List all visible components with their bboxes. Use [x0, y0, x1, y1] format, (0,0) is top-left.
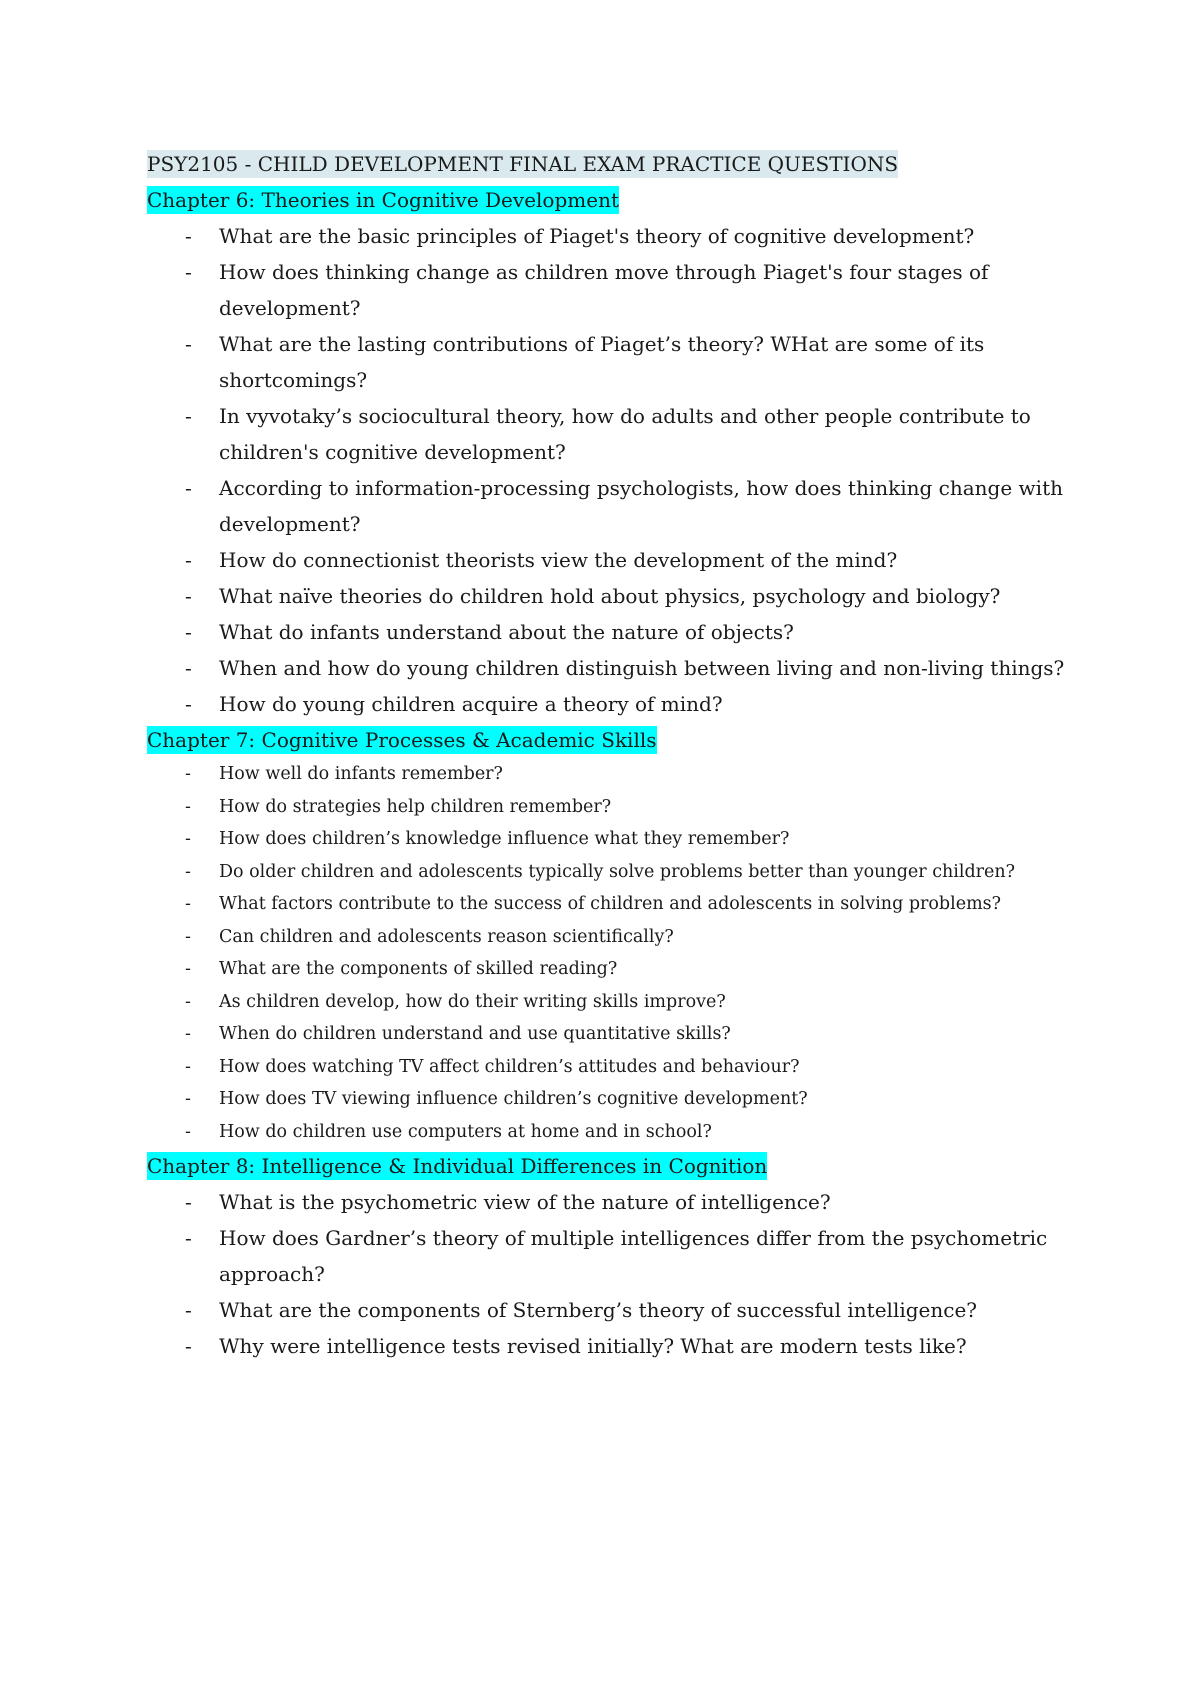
list-dash: - [185, 1298, 192, 1322]
list-dash: - [185, 476, 192, 500]
question-text: What are the components of Sternberg’s theory of successful intelligence? [219, 1298, 978, 1322]
list-item [147, 823, 1087, 856]
question-text: What do infants understand about the nature of objects? [219, 620, 794, 644]
question-text: How does watching TV affect children’s attitudes and behaviour? [219, 1056, 800, 1077]
list-item [147, 398, 1087, 470]
list-item [147, 218, 1087, 254]
list-item [147, 758, 1087, 791]
question-text: How does TV viewing influence children’s cognitive development? [219, 1089, 808, 1109]
question-text: Why were intelligence tests revised initially? What are modern tests like? [219, 1334, 967, 1358]
question-text: What is the psychometric view of the nature of intelligence? [219, 1190, 831, 1214]
list-item [147, 1328, 1087, 1364]
question-text: When and how do young children distinguish between living and non-living things? [219, 656, 1065, 680]
list-dash: - [185, 548, 192, 572]
list-item [147, 614, 1087, 650]
list-item [147, 1116, 1087, 1149]
list-dash: - [185, 764, 191, 784]
list-dash: - [185, 829, 191, 849]
list-item [147, 856, 1087, 889]
list-dash: - [185, 959, 191, 979]
list-item [147, 1018, 1087, 1051]
question-text: How do children use computers at home and in school? [219, 1121, 712, 1142]
question-text: How does children’s knowledge influence what they remember? [219, 829, 790, 849]
list-item [147, 470, 1087, 542]
list-dash: - [185, 584, 192, 608]
list-dash: - [185, 692, 192, 716]
list-dash: - [185, 1089, 191, 1109]
question-text: Can children and adolescents reason scientifically? [219, 926, 674, 947]
list-dash: - [185, 332, 192, 356]
question-text: How does Gardner’s theory of multiple intelligences differ from the psychometric approach? [219, 1226, 1048, 1286]
list-item [147, 791, 1087, 824]
list-dash: - [185, 260, 192, 284]
list-dash: - [185, 1024, 191, 1044]
list-dash: - [185, 224, 192, 248]
list-item [147, 1220, 1087, 1292]
chapter-7-heading [147, 722, 1087, 758]
list-dash: - [185, 861, 191, 882]
list-dash: - [185, 796, 191, 817]
list-dash: - [185, 620, 192, 644]
question-text: In vyvotaky’s sociocultural theory, how do adults and other people contribute to children's cognitive development? [219, 404, 1031, 464]
chapter-8-heading [147, 1148, 1087, 1184]
list-dash: - [185, 1226, 192, 1250]
question-text: How do young children acquire a theory of mind? [219, 692, 723, 716]
chapter-7-heading-text: Chapter 7: Cognitive Processes & Academic Skills [147, 728, 657, 752]
question-text: What are the basic principles of Piaget's theory of cognitive development? [219, 224, 975, 248]
list-dash: - [185, 991, 191, 1012]
list-item [147, 953, 1087, 986]
list-item [147, 1051, 1087, 1084]
question-text: How do connectionist theorists view the development of the mind? [219, 548, 898, 572]
list-item [147, 921, 1087, 954]
question-text: How do strategies help children remember? [219, 796, 612, 817]
list-item [147, 326, 1087, 398]
chapter-7-question-list [147, 758, 1087, 1148]
list-dash: - [185, 404, 192, 428]
list-item [147, 650, 1087, 686]
document-body [147, 146, 1087, 1364]
list-dash: - [185, 656, 192, 680]
question-text: How does thinking change as children move through Piaget's four stages of development? [219, 260, 989, 320]
list-item [147, 1292, 1087, 1328]
list-item [147, 686, 1087, 722]
chapter-8-question-list [147, 1184, 1087, 1364]
question-text: As children develop, how do their writing skills improve? [219, 991, 726, 1012]
question-text: Do older children and adolescents typically solve problems better than younger children? [219, 861, 1016, 882]
list-dash: - [185, 1190, 192, 1214]
chapter-6-heading-text: Chapter 6: Theories in Cognitive Development [147, 188, 619, 212]
list-item [147, 542, 1087, 578]
chapter-6-question-list [147, 218, 1087, 722]
list-item [147, 1184, 1087, 1220]
chapter-6-heading [147, 182, 1087, 218]
document-title [147, 146, 1087, 182]
list-dash: - [185, 1056, 191, 1077]
list-dash: - [185, 1121, 191, 1142]
list-item [147, 1083, 1087, 1116]
question-text: How well do infants remember? [219, 764, 503, 784]
chapter-8-heading-text: Chapter 8: Intelligence & Individual Differences in Cognition [147, 1154, 768, 1178]
question-text: What are the components of skilled reading? [219, 959, 618, 979]
document-title-text: PSY2105 - CHILD DEVELOPMENT FINAL EXAM PRACTICE QUESTIONS [147, 152, 899, 176]
list-dash: - [185, 926, 191, 947]
list-item [147, 254, 1087, 326]
question-text: What factors contribute to the success of children and adolescents in solving problems? [219, 894, 1002, 914]
list-dash: - [185, 894, 191, 914]
question-text: According to information-processing psychologists, how does thinking change with development? [219, 476, 1063, 536]
question-text: What naïve theories do children hold about physics, psychology and biology? [219, 584, 1001, 608]
list-item [147, 986, 1087, 1019]
list-item [147, 578, 1087, 614]
list-item [147, 888, 1087, 921]
list-dash: - [185, 1334, 192, 1358]
question-text: What are the lasting contributions of Piaget’s theory? WHat are some of its shortcomings? [219, 332, 985, 392]
question-text: When do children understand and use quantitative skills? [219, 1024, 731, 1044]
